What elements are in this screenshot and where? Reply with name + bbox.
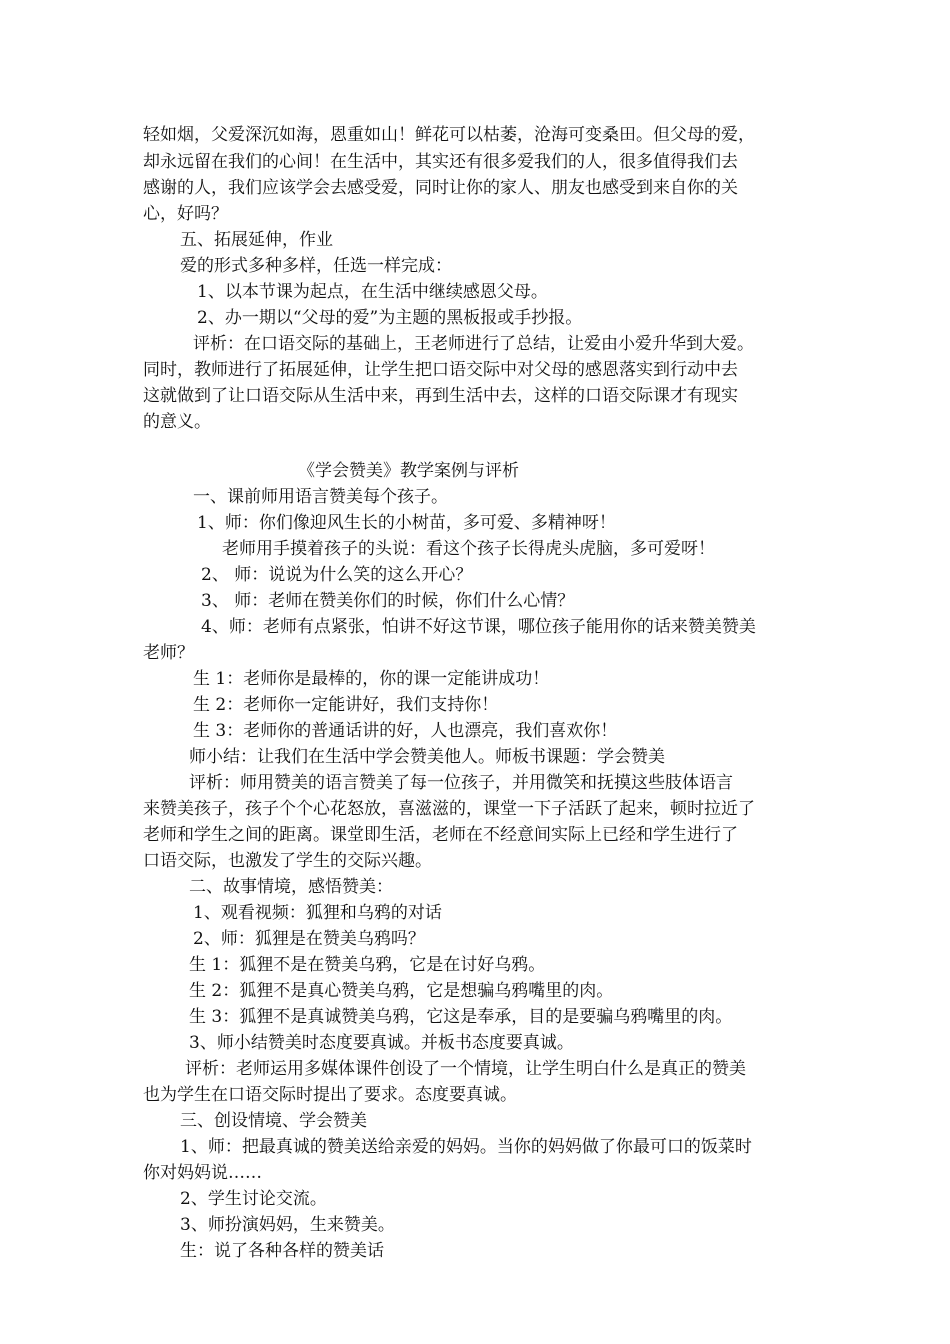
case-title: 《学会赞美》教学案例与评析 bbox=[298, 461, 519, 481]
section-heading: 二、故事情境，感悟赞美： bbox=[189, 877, 393, 897]
commentary-line: 老师和学生之间的距离。课堂即生活，老师在不经意间实际上已经和学生进行了 bbox=[143, 825, 738, 845]
commentary-line: 评析：师用赞美的语言赞美了每一位孩子，并用微笑和抚摸这些肢体语言 bbox=[189, 773, 733, 793]
section-heading: 五、拓展延伸，作业 bbox=[180, 230, 333, 250]
list-item: 2、师：狐狸是在赞美乌鸦吗？ bbox=[193, 929, 425, 949]
list-item: 2、学生讨论交流。 bbox=[180, 1189, 327, 1209]
list-item: 1、师：你们像迎风生长的小树苗，多可爱、多精神呀！ bbox=[197, 513, 616, 533]
commentary-line: 这就做到了让口语交际从生活中来，再到生活中去，这样的口语交际课才有现实 bbox=[143, 386, 738, 406]
list-item: 1、以本节课为起点，在生活中继续感恩父母。 bbox=[197, 282, 548, 302]
dialogue-line: 生 3：狐狸不是真诚赞美乌鸦，它这是奉承，目的是要骗乌鸦嘴里的肉。 bbox=[189, 1007, 733, 1027]
list-item: 3、 师：老师在赞美你们的时候，你们什么心情？ bbox=[201, 591, 575, 611]
commentary-line: 也为学生在口语交际时提出了要求。态度要真诚。 bbox=[143, 1085, 517, 1105]
text-line: 你对妈妈说…… bbox=[143, 1163, 262, 1183]
list-item: 3、师扮演妈妈，生来赞美。 bbox=[180, 1215, 395, 1235]
dialogue-line: 生 1：狐狸不是在赞美乌鸦，它是在讨好乌鸦。 bbox=[189, 955, 546, 975]
commentary-line: 口语交际，也激发了学生的交际兴趣。 bbox=[143, 851, 432, 871]
dialogue-line: 生 2：老师你一定能讲好，我们支持你！ bbox=[193, 695, 499, 715]
text-line: 老师用手摸着孩子的头说：看这个孩子长得虎头虎脑，多可爱呀！ bbox=[222, 539, 715, 559]
section-heading: 三、创设情境、学会赞美 bbox=[180, 1111, 367, 1131]
text-line: 轻如烟，父爱深沉如海，恩重如山！鲜花可以枯萎，沧海可变桑田。但父母的爱， bbox=[143, 125, 755, 145]
text-line: 老师？ bbox=[143, 643, 194, 663]
commentary-line: 同时，教师进行了拓展延伸，让学生把口语交际中对父母的感恩落实到行动中去 bbox=[143, 360, 738, 380]
text-line: 心，好吗？ bbox=[143, 204, 228, 224]
list-item: 4、师：老师有点紧张，怕讲不好这节课，哪位孩子能用你的话来赞美赞美 bbox=[201, 617, 756, 637]
commentary-line: 的意义。 bbox=[143, 412, 211, 432]
dialogue-line: 生：说了各种各样的赞美话 bbox=[180, 1241, 384, 1261]
list-item: 1、观看视频：狐狸和乌鸦的对话 bbox=[193, 903, 442, 923]
commentary-line: 来赞美孩子，孩子个个心花怒放，喜滋滋的，课堂一下子活跃了起来，顿时拉近了 bbox=[143, 799, 755, 819]
section-heading: 一、课前师用语言赞美每个孩子。 bbox=[193, 487, 448, 507]
text-line: 感谢的人，我们应该学会去感受爱，同时让你的家人、朋友也感受到来自你的关 bbox=[143, 178, 738, 198]
dialogue-line: 生 3：老师你的普通话讲的好，人也漂亮，我们喜欢你！ bbox=[193, 721, 618, 741]
commentary-line: 评析：老师运用多媒体课件创设了一个情境，让学生明白什么是真正的赞美 bbox=[185, 1059, 746, 1079]
commentary-line: 评析：在口语交际的基础上，王老师进行了总结，让爱由小爱升华到大爱。 bbox=[193, 334, 754, 354]
text-line: 爱的形式多种多样，任选一样完成： bbox=[180, 256, 452, 276]
text-line: 师小结：让我们在生活中学会赞美他人。师板书课题：学会赞美 bbox=[189, 747, 665, 767]
dialogue-line: 生 2：狐狸不是真心赞美乌鸦，它是想骗乌鸦嘴里的肉。 bbox=[189, 981, 614, 1001]
list-item: 2、 师：说说为什么笑的这么开心？ bbox=[201, 565, 473, 585]
list-item: 3、师小结赞美时态度要真诚。并板书态度要真诚。 bbox=[189, 1033, 574, 1053]
list-item: 1、师：把最真诚的赞美送给亲爱的妈妈。当你的妈妈做了你最可口的饭菜时 bbox=[180, 1137, 752, 1157]
dialogue-line: 生 1：老师你是最棒的，你的课一定能讲成功！ bbox=[193, 669, 550, 689]
text-line: 却永远留在我们的心间！在生活中，其实还有很多爱我们的人，很多值得我们去 bbox=[143, 152, 738, 172]
list-item: 2、办一期以“父母的爱”为主题的黑板报或手抄报。 bbox=[197, 308, 583, 328]
